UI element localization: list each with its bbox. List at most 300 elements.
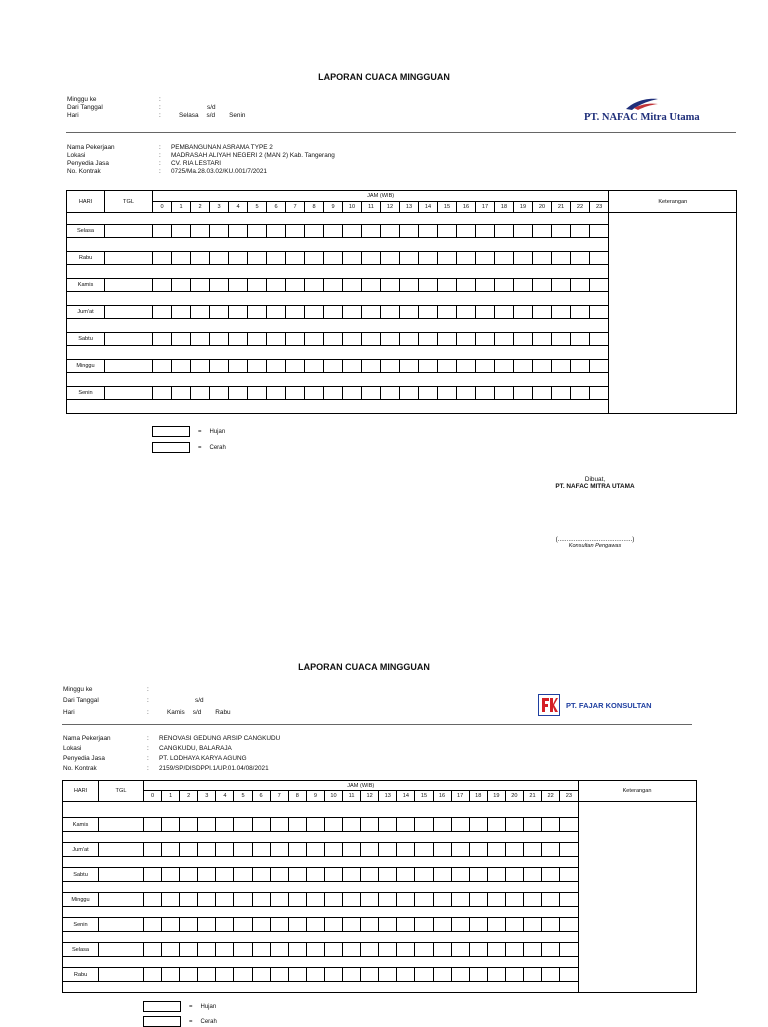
hour-cell bbox=[457, 252, 476, 265]
hour-cell bbox=[248, 360, 267, 373]
legend-box bbox=[143, 1001, 181, 1012]
hour-header: 2 bbox=[180, 791, 198, 802]
hour-cell bbox=[229, 333, 248, 346]
hour-cell bbox=[457, 279, 476, 292]
hour-cell bbox=[252, 843, 270, 857]
hour-cell bbox=[415, 893, 433, 907]
date-cell bbox=[99, 843, 144, 857]
hour-cell bbox=[234, 893, 252, 907]
field-value: 2159/SP/DISDPPI.1/UP.01.04/08/2021 bbox=[159, 765, 269, 772]
minggu-label: Minggu ke bbox=[67, 96, 97, 103]
hour-header: 21 bbox=[523, 791, 541, 802]
hour-cell bbox=[270, 943, 288, 957]
hour-cell bbox=[469, 918, 487, 932]
day-label: Sabtu bbox=[67, 333, 105, 346]
hour-cell bbox=[514, 306, 533, 319]
hour-cell bbox=[451, 968, 469, 982]
hour-cell bbox=[397, 893, 415, 907]
hour-cell bbox=[451, 943, 469, 957]
hour-cell bbox=[216, 943, 234, 957]
hour-cell bbox=[400, 279, 419, 292]
hour-cell bbox=[590, 225, 609, 238]
hour-header: 15 bbox=[438, 202, 457, 213]
hour-header: 11 bbox=[343, 791, 361, 802]
signer-company: PT. NAFAC MITRA UTAMA bbox=[555, 483, 635, 490]
hour-cell bbox=[267, 252, 286, 265]
hour-cell bbox=[324, 360, 343, 373]
day-label: Rabu bbox=[67, 252, 105, 265]
hour-cell bbox=[210, 387, 229, 400]
hour-cell bbox=[542, 943, 560, 957]
hour-cell bbox=[180, 868, 198, 882]
hour-header: 3 bbox=[198, 791, 216, 802]
hour-cell bbox=[288, 893, 306, 907]
hour-header: 18 bbox=[469, 791, 487, 802]
hour-cell bbox=[523, 893, 541, 907]
hour-cell bbox=[495, 279, 514, 292]
hour-cell bbox=[343, 968, 361, 982]
hour-cell bbox=[400, 306, 419, 319]
hour-cell bbox=[552, 306, 571, 319]
field-label: Penyedia Jasa bbox=[67, 160, 109, 167]
hour-cell bbox=[533, 279, 552, 292]
signer-role: Konsultan Pengawas bbox=[568, 543, 622, 549]
day-label: Jum'at bbox=[67, 306, 105, 319]
hour-cell bbox=[487, 943, 505, 957]
hour-cell bbox=[505, 843, 523, 857]
hour-cell bbox=[495, 333, 514, 346]
hour-cell bbox=[438, 333, 457, 346]
report2-period-info: Minggu ke : Dari Tanggal : s/d Hari : Kamis s/d Rabu bbox=[63, 686, 231, 716]
hour-cell bbox=[495, 387, 514, 400]
hour-cell bbox=[198, 968, 216, 982]
dari-tanggal-label: Dari Tanggal bbox=[67, 104, 103, 111]
hour-cell bbox=[571, 333, 590, 346]
hour-cell bbox=[419, 360, 438, 373]
hour-cell bbox=[234, 968, 252, 982]
hour-cell bbox=[343, 252, 362, 265]
report2-title: LAPORAN CUACA MINGGUAN bbox=[298, 662, 430, 672]
col-header-tgl: TGL bbox=[99, 781, 144, 802]
gap-cell bbox=[67, 265, 609, 279]
hour-header: 4 bbox=[229, 202, 248, 213]
hour-cell bbox=[248, 279, 267, 292]
hour-cell bbox=[172, 225, 191, 238]
hour-cell bbox=[433, 843, 451, 857]
hour-cell bbox=[571, 360, 590, 373]
hour-cell bbox=[270, 918, 288, 932]
hour-cell bbox=[216, 893, 234, 907]
hour-cell bbox=[514, 360, 533, 373]
hour-cell bbox=[379, 843, 397, 857]
hour-cell bbox=[267, 306, 286, 319]
hour-cell bbox=[229, 225, 248, 238]
hour-header: 6 bbox=[267, 202, 286, 213]
day-label: Rabu bbox=[63, 968, 99, 982]
hour-cell bbox=[400, 387, 419, 400]
hour-cell bbox=[476, 279, 495, 292]
hour-cell bbox=[270, 968, 288, 982]
hour-cell bbox=[162, 818, 180, 832]
swoosh-logo-icon bbox=[622, 96, 662, 112]
header-divider bbox=[62, 724, 692, 725]
report1-project-info: Nama Pekerjaan : PEMBANGUNAN ASRAMA TYPE 2 Lokasi : MADRASAH ALIYAH NEGERI 2 (MAN 2) Kab. Tangerang Penyedia Jasa : CV. RIA LESTARI No. Kontrak : 0725/Ma.28.03.02/KU.001/7/2021 bbox=[67, 144, 335, 175]
hour-header: 14 bbox=[397, 791, 415, 802]
hour-cell bbox=[400, 360, 419, 373]
gap-cell bbox=[67, 319, 609, 333]
field-label: Penyedia Jasa bbox=[63, 755, 105, 762]
hour-cell bbox=[324, 868, 342, 882]
hour-cell bbox=[210, 360, 229, 373]
hour-cell bbox=[552, 279, 571, 292]
hour-cell bbox=[324, 225, 343, 238]
signature-block bbox=[520, 476, 670, 490]
hour-cell bbox=[397, 968, 415, 982]
hour-cell bbox=[397, 868, 415, 882]
hour-header: 16 bbox=[433, 791, 451, 802]
hari-sd: s/d bbox=[206, 112, 216, 119]
legend-eq: = bbox=[189, 1003, 193, 1010]
hour-cell bbox=[469, 943, 487, 957]
hour-cell bbox=[505, 893, 523, 907]
gap-cell bbox=[63, 857, 579, 868]
legend-hujan bbox=[152, 426, 225, 437]
hour-cell bbox=[379, 968, 397, 982]
hour-header: 0 bbox=[153, 202, 172, 213]
col-header-keterangan: Keterangan bbox=[578, 781, 696, 802]
hour-cell bbox=[252, 893, 270, 907]
legend-hujan bbox=[143, 1001, 216, 1012]
hour-cell bbox=[379, 868, 397, 882]
hour-cell bbox=[533, 306, 552, 319]
hour-cell bbox=[305, 306, 324, 319]
hour-cell bbox=[487, 868, 505, 882]
hour-cell bbox=[216, 868, 234, 882]
hour-cell bbox=[487, 968, 505, 982]
legend-box bbox=[152, 442, 190, 453]
hour-cell bbox=[191, 360, 210, 373]
hour-header: 23 bbox=[590, 202, 609, 213]
hour-cell bbox=[172, 279, 191, 292]
hour-cell bbox=[361, 918, 379, 932]
day-label: Jum'at bbox=[63, 843, 99, 857]
company-logo-nafac bbox=[584, 96, 700, 123]
dibuat-label: Dibuat, bbox=[584, 476, 606, 483]
hour-cell bbox=[172, 360, 191, 373]
col-header-jam: JAM (WIB) bbox=[144, 781, 579, 791]
hour-cell bbox=[514, 225, 533, 238]
field-value: PT. LODHAYA KARYA AGUNG bbox=[159, 755, 247, 762]
hour-cell bbox=[216, 918, 234, 932]
hour-header: 1 bbox=[172, 202, 191, 213]
hour-cell bbox=[252, 868, 270, 882]
hour-cell bbox=[191, 387, 210, 400]
hour-cell bbox=[288, 918, 306, 932]
gap-cell bbox=[63, 832, 579, 843]
hour-cell bbox=[560, 968, 578, 982]
hour-cell bbox=[288, 868, 306, 882]
hour-cell bbox=[469, 843, 487, 857]
field-value: CV. RIA LESTARI bbox=[171, 160, 222, 167]
hour-header: 12 bbox=[361, 791, 379, 802]
hour-cell bbox=[560, 943, 578, 957]
hour-cell bbox=[397, 943, 415, 957]
date-cell bbox=[105, 333, 153, 346]
hour-cell bbox=[162, 968, 180, 982]
field-label: No. Kontrak bbox=[67, 168, 101, 175]
hour-header: 10 bbox=[343, 202, 362, 213]
hour-cell bbox=[144, 868, 162, 882]
hour-cell bbox=[234, 818, 252, 832]
hour-cell bbox=[542, 818, 560, 832]
hour-header: 23 bbox=[560, 791, 578, 802]
hour-cell bbox=[153, 306, 172, 319]
company-logo-fk bbox=[538, 694, 652, 716]
hour-cell bbox=[267, 225, 286, 238]
hour-cell bbox=[306, 868, 324, 882]
hour-cell bbox=[415, 868, 433, 882]
hour-header: 14 bbox=[419, 202, 438, 213]
legend-label: Hujan bbox=[209, 428, 226, 435]
hour-cell bbox=[306, 943, 324, 957]
hour-cell bbox=[476, 360, 495, 373]
hour-cell bbox=[324, 279, 343, 292]
hour-cell bbox=[552, 252, 571, 265]
hour-header: 7 bbox=[270, 791, 288, 802]
hour-cell bbox=[361, 818, 379, 832]
hour-cell bbox=[590, 279, 609, 292]
hour-cell bbox=[210, 225, 229, 238]
hour-cell bbox=[381, 306, 400, 319]
hour-cell bbox=[172, 252, 191, 265]
hour-cell bbox=[438, 306, 457, 319]
weather-grid-2 bbox=[62, 780, 697, 993]
dari-tanggal-sd: s/d bbox=[207, 104, 216, 111]
hour-cell bbox=[571, 279, 590, 292]
hour-cell bbox=[505, 918, 523, 932]
hour-header: 19 bbox=[487, 791, 505, 802]
hour-cell bbox=[397, 843, 415, 857]
spacer-cell bbox=[63, 802, 579, 818]
hour-cell bbox=[324, 918, 342, 932]
hour-cell bbox=[180, 943, 198, 957]
hari-from: Selasa bbox=[179, 112, 199, 119]
hour-cell bbox=[552, 333, 571, 346]
date-cell bbox=[99, 868, 144, 882]
hour-cell bbox=[343, 306, 362, 319]
hour-cell bbox=[505, 818, 523, 832]
hour-cell bbox=[252, 818, 270, 832]
legend-box bbox=[143, 1016, 181, 1027]
hour-cell bbox=[144, 893, 162, 907]
hour-cell bbox=[381, 252, 400, 265]
hari-sd: s/d bbox=[192, 709, 202, 716]
hour-cell bbox=[542, 868, 560, 882]
hour-cell bbox=[419, 279, 438, 292]
hour-cell bbox=[419, 225, 438, 238]
hour-cell bbox=[514, 252, 533, 265]
hour-header: 5 bbox=[234, 791, 252, 802]
field-value: MADRASAH ALIYAH NEGERI 2 (MAN 2) Kab. Tangerang bbox=[171, 152, 335, 159]
field-label: Lokasi bbox=[67, 152, 86, 159]
hour-cell bbox=[153, 252, 172, 265]
hour-cell bbox=[288, 943, 306, 957]
hour-cell bbox=[560, 893, 578, 907]
hour-cell bbox=[324, 306, 343, 319]
hour-cell bbox=[216, 843, 234, 857]
hour-cell bbox=[560, 843, 578, 857]
fk-logo-icon bbox=[538, 694, 560, 716]
hour-cell bbox=[162, 868, 180, 882]
hour-cell bbox=[457, 360, 476, 373]
hour-cell bbox=[162, 893, 180, 907]
hour-cell bbox=[324, 968, 342, 982]
hour-cell bbox=[180, 843, 198, 857]
hour-cell bbox=[210, 279, 229, 292]
hour-cell bbox=[270, 843, 288, 857]
hour-cell bbox=[198, 893, 216, 907]
hour-cell bbox=[438, 387, 457, 400]
hari-to: Rabu bbox=[215, 709, 231, 716]
day-label: Kamis bbox=[63, 818, 99, 832]
hour-cell bbox=[286, 387, 305, 400]
gap-cell bbox=[63, 907, 579, 918]
hour-cell bbox=[571, 252, 590, 265]
hour-cell bbox=[533, 360, 552, 373]
gap-cell bbox=[67, 238, 609, 252]
hour-cell bbox=[252, 943, 270, 957]
col-header-keterangan: Keterangan bbox=[609, 191, 737, 213]
hour-cell bbox=[267, 387, 286, 400]
hour-cell bbox=[542, 918, 560, 932]
hour-cell bbox=[229, 306, 248, 319]
hour-cell bbox=[162, 843, 180, 857]
day-label: Selasa bbox=[63, 943, 99, 957]
hour-cell bbox=[234, 868, 252, 882]
hour-cell bbox=[514, 333, 533, 346]
hour-header: 19 bbox=[514, 202, 533, 213]
hour-cell bbox=[457, 225, 476, 238]
report1-title: LAPORAN CUACA MINGGUAN bbox=[318, 72, 450, 82]
header-divider bbox=[66, 132, 736, 133]
hour-cell bbox=[343, 360, 362, 373]
legend-box bbox=[152, 426, 190, 437]
hour-cell bbox=[180, 818, 198, 832]
hour-cell bbox=[324, 387, 343, 400]
hour-cell bbox=[438, 252, 457, 265]
gap-cell bbox=[63, 982, 579, 993]
hour-cell bbox=[433, 968, 451, 982]
hour-cell bbox=[469, 818, 487, 832]
hour-cell bbox=[523, 868, 541, 882]
hour-cell bbox=[381, 279, 400, 292]
day-label: Sabtu bbox=[63, 868, 99, 882]
col-header-tgl: TGL bbox=[105, 191, 153, 213]
hour-cell bbox=[229, 360, 248, 373]
hour-cell bbox=[267, 279, 286, 292]
hour-header: 12 bbox=[381, 202, 400, 213]
hour-cell bbox=[542, 843, 560, 857]
day-label: Senin bbox=[67, 387, 105, 400]
hour-cell bbox=[153, 387, 172, 400]
hour-cell bbox=[469, 893, 487, 907]
hour-cell bbox=[343, 843, 361, 857]
weather-grid-1 bbox=[66, 190, 737, 414]
hour-cell bbox=[476, 387, 495, 400]
hour-cell bbox=[542, 968, 560, 982]
hour-cell bbox=[286, 252, 305, 265]
hour-cell bbox=[198, 843, 216, 857]
day-label: Selasa bbox=[67, 225, 105, 238]
hour-cell bbox=[191, 252, 210, 265]
field-value: PEMBANGUNAN ASRAMA TYPE 2 bbox=[171, 144, 273, 151]
hour-cell bbox=[560, 918, 578, 932]
field-label: Nama Pekerjaan bbox=[63, 735, 111, 742]
hour-cell bbox=[362, 279, 381, 292]
hour-cell bbox=[571, 306, 590, 319]
hour-cell bbox=[476, 333, 495, 346]
hour-cell bbox=[397, 818, 415, 832]
hour-cell bbox=[400, 252, 419, 265]
hour-cell bbox=[361, 868, 379, 882]
hour-cell bbox=[229, 387, 248, 400]
hour-header: 16 bbox=[457, 202, 476, 213]
hour-cell bbox=[415, 943, 433, 957]
hour-cell bbox=[288, 843, 306, 857]
hour-cell bbox=[270, 893, 288, 907]
hour-cell bbox=[533, 387, 552, 400]
hour-cell bbox=[198, 918, 216, 932]
hour-cell bbox=[379, 818, 397, 832]
hour-cell bbox=[362, 225, 381, 238]
hour-cell bbox=[144, 968, 162, 982]
hour-cell bbox=[248, 252, 267, 265]
hour-cell bbox=[229, 252, 248, 265]
date-cell bbox=[105, 306, 153, 319]
hour-cell bbox=[381, 360, 400, 373]
hour-cell bbox=[381, 225, 400, 238]
hour-cell bbox=[162, 943, 180, 957]
hour-cell bbox=[153, 333, 172, 346]
date-cell bbox=[105, 252, 153, 265]
hour-cell bbox=[415, 968, 433, 982]
company-name: PT. NAFAC Mitra Utama bbox=[584, 112, 700, 123]
hour-cell bbox=[469, 968, 487, 982]
hour-cell bbox=[305, 279, 324, 292]
hour-cell bbox=[361, 968, 379, 982]
hour-cell bbox=[590, 252, 609, 265]
hour-cell bbox=[379, 943, 397, 957]
hour-cell bbox=[487, 818, 505, 832]
hour-cell bbox=[248, 306, 267, 319]
legend-label: Cerah bbox=[209, 444, 226, 451]
hour-cell bbox=[324, 943, 342, 957]
hour-header: 22 bbox=[571, 202, 590, 213]
hour-cell bbox=[552, 360, 571, 373]
dari-tanggal-label: Dari Tanggal bbox=[63, 697, 99, 704]
hour-cell bbox=[153, 279, 172, 292]
hour-cell bbox=[305, 252, 324, 265]
report1-period-info: Minggu ke : Dari Tanggal : s/d Hari : Selasa s/d Senin bbox=[67, 96, 246, 119]
col-header-hari: HARI bbox=[67, 191, 105, 213]
hour-cell bbox=[451, 843, 469, 857]
hour-cell bbox=[286, 360, 305, 373]
hour-cell bbox=[270, 818, 288, 832]
hour-header: 9 bbox=[306, 791, 324, 802]
hour-cell bbox=[523, 843, 541, 857]
hour-cell bbox=[505, 868, 523, 882]
hour-cell bbox=[433, 918, 451, 932]
